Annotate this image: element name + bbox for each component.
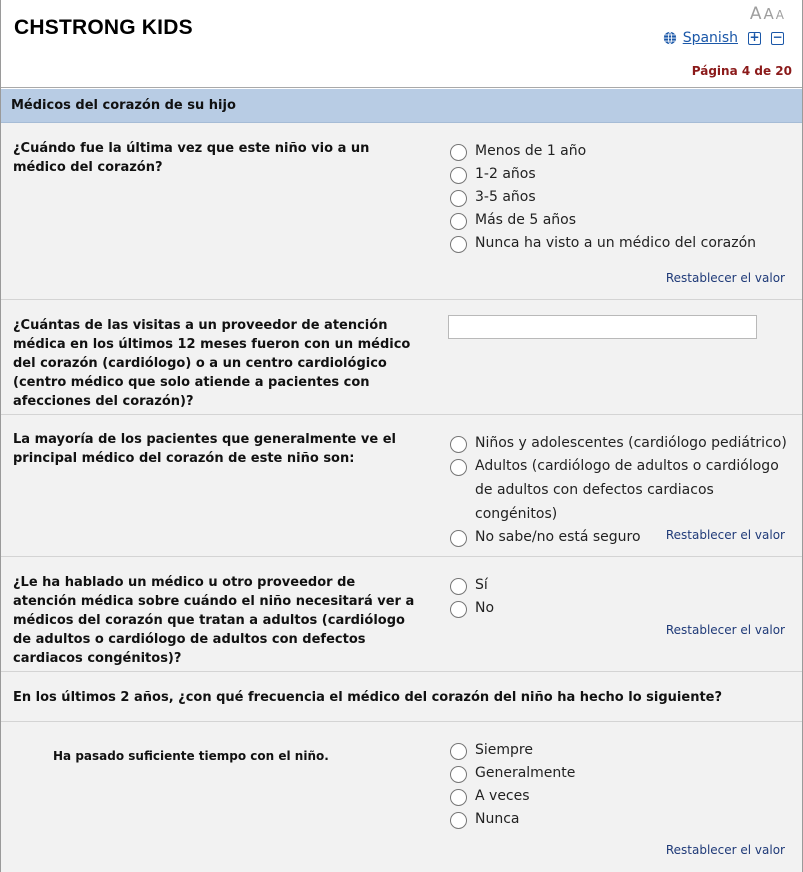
radio-button[interactable]: [450, 530, 467, 547]
radio-label[interactable]: Niños y adolescentes (cardiólogo pediátrico): [475, 435, 787, 451]
radio-option[interactable]: [450, 600, 790, 620]
radio-option[interactable]: [450, 577, 790, 597]
section-title: Médicos del corazón de su hijo: [11, 98, 236, 113]
radio-button[interactable]: [450, 213, 467, 230]
radio-button[interactable]: [450, 766, 467, 783]
sub-question-text: Ha pasado suficiente tiempo con el niño.: [53, 749, 329, 763]
radio-button[interactable]: [450, 459, 467, 476]
question-text: ¿Cuándo fue la última vez que este niño vio a un médico del corazón?: [13, 141, 370, 175]
question-adult-transition-discussion: [1, 557, 802, 672]
section-header: [1, 89, 802, 123]
question-spent-enough-time: [1, 722, 802, 872]
radio-label[interactable]: Generalmente: [475, 765, 576, 781]
radio-label[interactable]: No sabe/no está seguro: [475, 529, 641, 545]
radio-label[interactable]: 3-5 años: [475, 189, 536, 205]
question-cardiologist-patient-type: [1, 415, 802, 557]
radio-button[interactable]: [450, 812, 467, 829]
radio-option[interactable]: [450, 166, 790, 186]
radio-button[interactable]: [450, 436, 467, 453]
font-size-large-button[interactable]: A: [749, 4, 762, 24]
radio-label[interactable]: Menos de 1 año: [475, 143, 587, 159]
radio-label[interactable]: Más de 5 años: [475, 212, 577, 228]
question-text: En los últimos 2 años, ¿con qué frecuencia el médico del corazón del niño ha hecho lo siguiente?: [13, 690, 723, 705]
radio-button[interactable]: [450, 578, 467, 595]
question-text: ¿Cuántas de las visitas a un proveedor de atención médica en los últimos 12 meses fueron con un médico del corazón (cardiólogo) o a un centro cardiológico (centro médico que solo atiende a pacientes con afecciones del corazón)?: [13, 318, 411, 409]
radio-option[interactable]: [450, 788, 790, 808]
radio-option[interactable]: [450, 742, 790, 762]
radio-label[interactable]: No: [475, 600, 495, 616]
radio-group: [450, 577, 790, 623]
radio-label[interactable]: Adultos (cardiólogo de adultos o cardiólogo de adultos con defectos cardiacos congénitos): [475, 458, 779, 522]
zoom-out-button[interactable]: −: [772, 29, 783, 44]
language-bar: [663, 30, 784, 46]
reset-value-link[interactable]: Restablecer el valor: [665, 843, 785, 857]
question-frequency-header: [1, 672, 802, 722]
question-last-cardiology-visit: [1, 123, 802, 300]
language-link[interactable]: Spanish: [682, 30, 738, 46]
radio-option[interactable]: [450, 189, 790, 209]
globe-icon[interactable]: [663, 31, 677, 45]
page-header: [1, 0, 802, 88]
radio-button[interactable]: [450, 601, 467, 618]
font-size-small-button[interactable]: A: [775, 8, 784, 22]
radio-label[interactable]: 1-2 años: [475, 166, 536, 182]
radio-label[interactable]: Nunca ha visto a un médico del corazón: [475, 235, 757, 251]
reset-value-link[interactable]: Restablecer el valor: [665, 528, 785, 542]
font-size-medium-button[interactable]: A: [763, 5, 774, 23]
app-title: CHSTRONG KIDS: [14, 16, 193, 39]
reset-value-link[interactable]: Restablecer el valor: [665, 623, 785, 637]
radio-button[interactable]: [450, 743, 467, 760]
radio-label[interactable]: Sí: [475, 577, 488, 593]
radio-button[interactable]: [450, 789, 467, 806]
radio-button[interactable]: [450, 144, 467, 161]
radio-group: [450, 143, 790, 258]
radio-option[interactable]: [450, 435, 790, 455]
radio-button[interactable]: [450, 236, 467, 253]
radio-option[interactable]: [450, 765, 790, 785]
radio-button[interactable]: [450, 190, 467, 207]
question-cardiology-visit-count: [1, 300, 802, 415]
question-text: ¿Le ha hablado un médico u otro proveedor de atención médica sobre cuándo el niño necesitará ver a médicos del corazón que tratan a adultos (cardiólogo de adultos o cardiólogo de adultos con defectos cardiacos congénitos)?: [13, 575, 415, 666]
radio-label[interactable]: A veces: [475, 788, 530, 804]
visit-count-input[interactable]: [448, 315, 757, 339]
zoom-in-button[interactable]: +: [749, 29, 760, 44]
radio-option[interactable]: [450, 212, 790, 232]
radio-option[interactable]: [450, 143, 790, 163]
page-indicator: Página 4 de 20: [691, 64, 792, 78]
radio-button[interactable]: [450, 167, 467, 184]
question-text: La mayoría de los pacientes que generalmente ve el principal médico del corazón de este niño son:: [13, 432, 396, 466]
radio-label[interactable]: Nunca: [475, 811, 520, 827]
radio-option[interactable]: [450, 458, 790, 526]
radio-label[interactable]: Siempre: [475, 742, 533, 758]
reset-value-link[interactable]: Restablecer el valor: [665, 271, 785, 285]
radio-group: [450, 742, 790, 834]
radio-option[interactable]: [450, 235, 790, 255]
font-size-controls: [748, 4, 784, 24]
radio-option[interactable]: [450, 811, 790, 831]
